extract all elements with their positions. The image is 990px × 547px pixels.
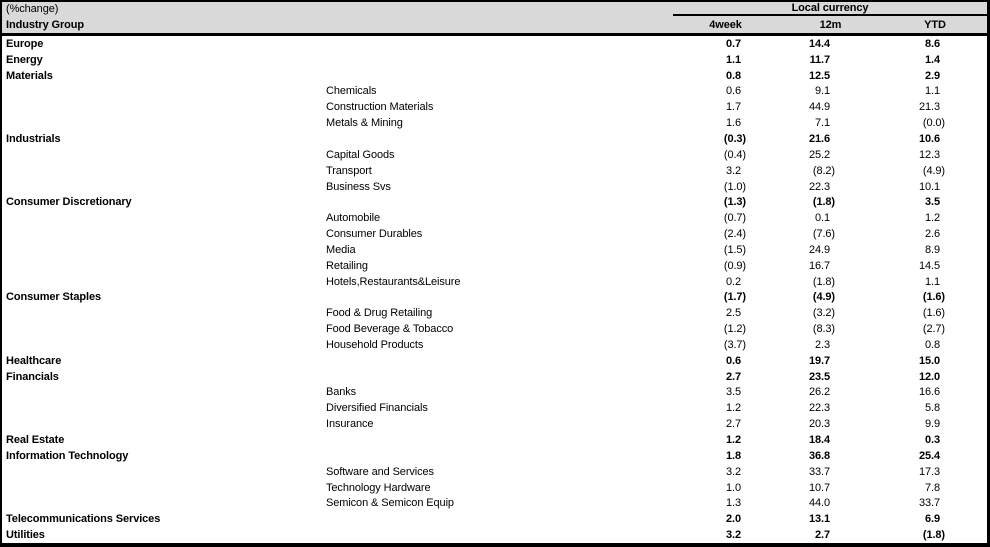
row-label: Food Beverage & Tobacco — [326, 323, 454, 336]
row-label: Consumer Discretionary — [6, 196, 132, 209]
value-cell: 1.2 — [726, 434, 741, 447]
value-cell: (1.0) — [723, 180, 746, 193]
table-row — [2, 179, 987, 195]
value-cell: (0.3) — [723, 132, 746, 145]
value-cell: 1.1 — [925, 275, 940, 288]
value-cell: 10.7 — [808, 481, 830, 494]
value-cell: (1.7) — [723, 291, 746, 304]
value-cell: (4.9) — [812, 291, 835, 304]
local-currency-label: Local currency — [791, 2, 869, 14]
value-cell: 1.1 — [726, 53, 741, 66]
table-row — [2, 511, 987, 527]
value-cell: 6.9 — [925, 513, 940, 526]
table-row — [2, 36, 987, 52]
row-label: Semicon & Semicon Equip — [326, 497, 454, 510]
row-label: Construction Materials — [326, 101, 434, 114]
value-cell: (1.6) — [922, 291, 945, 304]
row-label: Diversified Financials — [326, 402, 428, 415]
units-label: (%change) — [6, 3, 59, 15]
value-cell: 21.6 — [808, 132, 830, 145]
row-label: Food & Drug Retailing — [326, 307, 433, 320]
table-row — [2, 416, 987, 432]
row-label: Information Technology — [6, 449, 129, 462]
industry-group-header: Industry Group — [6, 18, 85, 31]
value-cell: 0.6 — [726, 354, 741, 367]
header-row-columns — [2, 16, 987, 33]
value-cell: 22.3 — [808, 402, 830, 415]
value-cell: 1.1 — [925, 85, 940, 98]
value-cell: 18.4 — [808, 434, 830, 447]
table-row — [2, 464, 987, 480]
value-cell: 0.6 — [726, 85, 741, 98]
value-cell: (7.6) — [812, 228, 835, 241]
value-cell: (1.3) — [723, 196, 746, 209]
value-cell: (8.2) — [812, 164, 835, 177]
row-label: Industrials — [6, 132, 61, 145]
value-cell: 0.8 — [726, 69, 741, 82]
table-row — [2, 369, 987, 385]
row-label: Materials — [6, 69, 53, 82]
value-cell: 0.1 — [815, 212, 830, 225]
value-cell: 44.0 — [808, 497, 830, 510]
value-cell: 13.1 — [808, 513, 830, 526]
value-cell: (0.7) — [723, 212, 746, 225]
table-row — [2, 258, 987, 274]
value-cell: 19.7 — [808, 354, 830, 367]
value-cell: 5.8 — [925, 402, 940, 415]
table-row — [2, 495, 987, 511]
value-cell: 1.6 — [726, 117, 741, 130]
table-row — [2, 400, 987, 416]
value-cell: (2.4) — [723, 228, 746, 241]
value-cell: 1.3 — [726, 497, 741, 510]
value-cell: 8.6 — [925, 37, 940, 50]
value-cell: (8.3) — [812, 323, 835, 336]
value-cell: 10.1 — [918, 180, 940, 193]
table-header — [2, 2, 987, 33]
value-cell: 1.2 — [925, 212, 940, 225]
value-cell: 8.9 — [925, 243, 940, 256]
table-row — [2, 194, 987, 210]
value-cell: (1.8) — [812, 275, 835, 288]
value-cell: 33.7 — [918, 497, 940, 510]
table-row — [2, 527, 987, 543]
table-row — [2, 131, 987, 147]
value-cell: 23.5 — [808, 370, 830, 383]
table-body — [2, 36, 987, 543]
value-cell: 9.9 — [925, 418, 940, 431]
header-row-units — [2, 2, 987, 16]
value-cell: 17.3 — [918, 465, 940, 478]
value-cell: 12.0 — [918, 370, 940, 383]
value-cell: 2.3 — [815, 338, 830, 351]
value-cell: 26.2 — [808, 386, 830, 399]
value-cell: 36.8 — [808, 449, 830, 462]
row-label: Chemicals — [326, 85, 377, 98]
row-label: Consumer Durables — [326, 228, 423, 241]
table-row — [2, 274, 987, 290]
value-cell: 2.9 — [925, 69, 940, 82]
row-label: Business Svs — [326, 180, 391, 193]
row-label: Financials — [6, 370, 59, 383]
value-cell: 3.2 — [726, 164, 741, 177]
value-cell: (3.2) — [812, 307, 835, 320]
row-label: Media — [326, 243, 356, 256]
value-cell: 2.7 — [815, 529, 830, 542]
value-cell: 2.7 — [726, 370, 741, 383]
value-cell: 14.4 — [808, 37, 830, 50]
value-cell: 3.5 — [925, 196, 940, 209]
table-row — [2, 163, 987, 179]
value-cell: 7.8 — [925, 481, 940, 494]
table-row — [2, 52, 987, 68]
value-cell: 1.2 — [726, 402, 741, 415]
value-cell: 2.0 — [726, 513, 741, 526]
value-cell: 22.3 — [808, 180, 830, 193]
value-cell: 20.3 — [808, 418, 830, 431]
table-row — [2, 210, 987, 226]
row-label: Telecommunications Services — [6, 513, 161, 526]
row-label: Healthcare — [6, 354, 62, 367]
value-cell: 10.6 — [918, 132, 940, 145]
value-cell: 0.7 — [726, 37, 741, 50]
value-cell: (1.6) — [922, 307, 945, 320]
row-label: Transport — [326, 164, 372, 177]
value-cell: 3.5 — [726, 386, 741, 399]
value-cell: (3.7) — [723, 338, 746, 351]
value-cell: (1.2) — [723, 323, 746, 336]
value-cell: 1.8 — [726, 449, 741, 462]
value-cell: 3.2 — [726, 529, 741, 542]
value-cell: 1.0 — [726, 481, 741, 494]
value-cell: 12.5 — [808, 69, 830, 82]
row-label: Household Products — [326, 338, 424, 351]
row-label: Software and Services — [326, 465, 434, 478]
value-cell: 14.5 — [918, 259, 940, 272]
value-cell: 11.7 — [809, 53, 830, 66]
value-cell: (0.4) — [723, 148, 746, 161]
value-cell: 1.4 — [925, 53, 940, 66]
value-cell: 2.7 — [726, 418, 741, 431]
table-row — [2, 305, 987, 321]
table-row — [2, 115, 987, 131]
row-label: Energy — [6, 53, 43, 66]
value-cell: 21.3 — [918, 101, 940, 114]
value-cell: 3.2 — [726, 465, 741, 478]
value-cell: 1.7 — [726, 101, 741, 114]
row-label: Capital Goods — [326, 148, 395, 161]
table-row — [2, 68, 987, 84]
row-label: Insurance — [326, 418, 374, 431]
table-row — [2, 99, 987, 115]
value-cell: 44.9 — [808, 101, 830, 114]
table-row — [2, 226, 987, 242]
value-cell: (1.5) — [723, 243, 746, 256]
value-cell: 0.8 — [925, 338, 940, 351]
row-label: Hotels,Restaurants&Leisure — [326, 275, 461, 288]
row-label: Europe — [6, 37, 44, 50]
col-header-12m: 12m — [819, 18, 842, 31]
value-cell: 24.9 — [808, 243, 830, 256]
value-cell: (0.9) — [723, 259, 746, 272]
table-row — [2, 432, 987, 448]
table-row — [2, 321, 987, 337]
row-label: Retailing — [326, 259, 368, 272]
value-cell: 2.6 — [925, 228, 940, 241]
row-label: Metals & Mining — [326, 117, 403, 130]
value-cell: (2.7) — [922, 323, 945, 336]
value-cell: 0.2 — [726, 275, 741, 288]
value-cell: (0.0) — [922, 117, 945, 130]
row-label: Real Estate — [6, 434, 65, 447]
value-cell: 25.4 — [918, 449, 940, 462]
value-cell: (1.8) — [922, 529, 945, 542]
row-label: Banks — [326, 386, 357, 399]
table-row — [2, 337, 987, 353]
value-cell: 33.7 — [808, 465, 830, 478]
value-cell: 9.1 — [815, 85, 830, 98]
table-row — [2, 448, 987, 464]
table-row — [2, 480, 987, 496]
table-row — [2, 385, 987, 401]
row-label: Consumer Staples — [6, 291, 101, 304]
value-cell: 25.2 — [808, 148, 830, 161]
table-row — [2, 147, 987, 163]
value-cell: 12.3 — [918, 148, 940, 161]
table-row — [2, 353, 987, 369]
value-cell: 16.7 — [808, 259, 830, 272]
col-header-4week: 4week — [709, 18, 742, 31]
value-cell: (4.9) — [922, 164, 945, 177]
table-row — [2, 84, 987, 100]
value-cell: (1.8) — [812, 196, 835, 209]
col-header-ytd: YTD — [924, 18, 946, 31]
value-cell: 16.6 — [918, 386, 940, 399]
table-row — [2, 290, 987, 306]
value-cell: 2.5 — [726, 307, 741, 320]
value-cell: 7.1 — [815, 117, 830, 130]
row-label: Automobile — [326, 212, 381, 225]
group-header-local-currency — [673, 2, 987, 16]
value-cell: 0.3 — [925, 434, 940, 447]
row-label: Utilities — [6, 529, 45, 542]
table-row — [2, 242, 987, 258]
value-cell: 15.0 — [918, 354, 940, 367]
row-label: Technology Hardware — [326, 481, 431, 494]
